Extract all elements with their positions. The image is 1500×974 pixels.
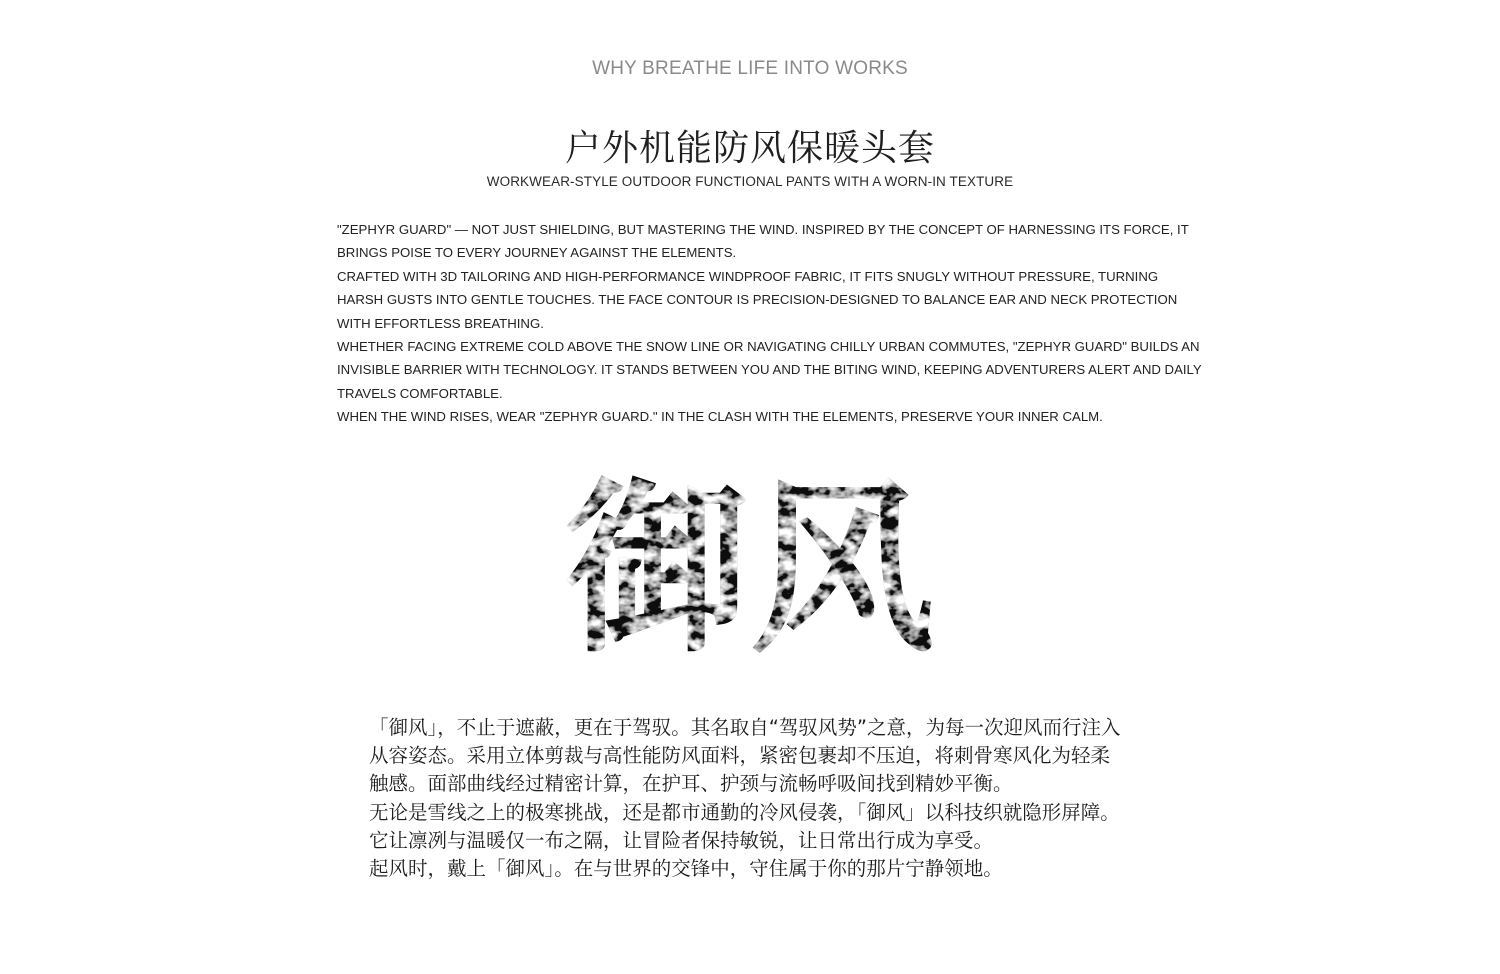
english-paragraph-4: WHEN THE WIND RISES, WEAR "ZEPHYR GUARD." IN THE CLASH WITH THE ELEMENTS, PRESERVE YOUR INNER CALM. bbox=[337, 409, 1103, 425]
hero-calligraphy-art bbox=[530, 462, 970, 662]
chinese-paragraph-1: 「御风」，不止于遮蔽，更在于驾驭。其名取自“驾驭风势”之意，为每一次迎风而行注入从容姿态。采用立体剪裁与高性能防风面料，紧密包裹却不压迫，将刺骨寒风化为轻柔触感。面部曲线经过精密计算，在护耳、护颈与流畅呼吸间找到精妙平衡。 bbox=[369, 716, 1121, 796]
chinese-paragraph-3: 起风时，戴上「御风」。在与世界的交锋中，守住属于你的那片宁静领地。 bbox=[369, 857, 1003, 881]
product-subtitle-en: WORKWEAR-STYLE OUTDOOR FUNCTIONAL PANTS WITH A WORN-IN TEXTURE bbox=[486, 174, 1014, 189]
hero-calligraphy bbox=[530, 462, 970, 662]
english-paragraph-1: "ZEPHYR GUARD" — NOT JUST SHIELDING, BUT MASTERING THE WIND. INSPIRED BY THE CONCEPT OF HARNESSING ITS FORCE, IT BRINGS POISE TO EVERY JOURNEY AGAINST THE ELEMENTS. bbox=[337, 222, 1189, 261]
english-paragraph-2: CRAFTED WITH 3D TAILORING AND HIGH-PERFORMANCE WINDPROOF FABRIC, IT FITS SNUGLY WITHOUT PRESSURE, TURNING HARSH GUSTS INTO GENTLE TOUCHES. THE FACE CONTOUR IS PRECISION-DESIGNED TO BALANCE EAR AND NECK PROTECTION WITH EFFORTLESS BREATHING. bbox=[337, 268, 1178, 331]
chinese-description bbox=[369, 714, 1129, 883]
english-description bbox=[337, 218, 1207, 429]
chinese-paragraph-2: 无论是雪线之上的极寒挑战，还是都市通勤的冷风侵袭，「御风」以科技织就隐形屏障。它让凛冽与温暖仅一布之隔，让冒险者保持敏锐，让日常出行成为享受。 bbox=[369, 800, 1120, 852]
hero-calligraphy-text: 御风 bbox=[565, 462, 935, 662]
section-eyebrow: WHY BREATHE LIFE INTO WORKS bbox=[592, 58, 908, 79]
product-title-cn: 户外机能防风保暖头套 bbox=[564, 128, 935, 169]
english-paragraph-3: WHETHER FACING EXTREME COLD ABOVE THE SNOW LINE OR NAVIGATING CHILLY URBAN COMMUTES, "ZEPHYR GUARD" BUILDS AN INVISIBLE BARRIER WITH TECHNOLOGY. IT STANDS BETWEEN YOU AND THE BITING WIND, KEEPING ADVENTURERS ALERT AND DAILY TRAVELS COMFORTABLE. bbox=[337, 339, 1202, 401]
